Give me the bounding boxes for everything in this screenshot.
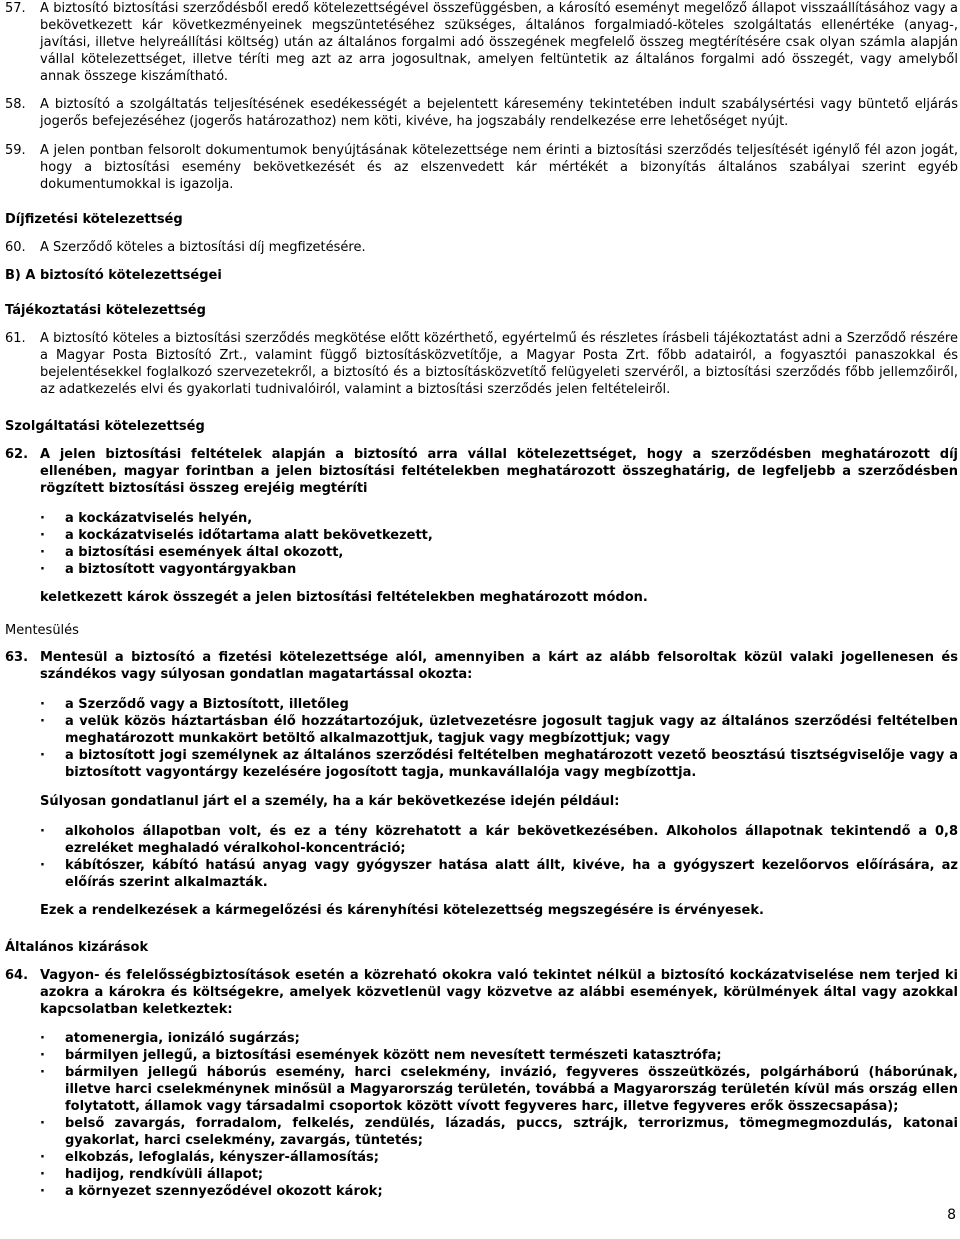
paragraph-number: 59.	[5, 143, 26, 158]
paragraph-57	[5, 0, 958, 85]
list-item: · a biztosítási események által okozott,	[40, 544, 958, 561]
paragraph-59	[5, 142, 958, 193]
paragraph-text: A biztosító biztosítási szerződésből eredő kötelezettségével összefüggésben, a károsító eseményt megelőző állapot visszaállításához vagy a bekövetkezett kár következményeinek megszüntetéséhez szükséges, általános forgalmiadó-köteles szolgáltatás ellenértéke (anyag-, javítási, illetve helyreállítási költség) után az általános forgalmi adó összegének megfelelő összeg megtérítésére csak olyan számla alapján vállal kötelezettséget, illetve téríti meg azt az arra jogosultnak, amelyen feltüntetik az általános forgalmi adó összegét, vagy amelyből annak összege kiszámítható.	[40, 1, 958, 84]
section-heading-szolgaltatasi: Szolgáltatási kötelezettség	[5, 419, 205, 434]
paragraph-text: A biztosító köteles a biztosítási szerződés megkötése előtt közérthető, egyértelmű és részletes írásbeli tájékoztatást adni a Szerződő részére a Magyar Posta Biztosító Zrt., valamint függő biztosításközvetítője, a Magyar Posta Zrt. főbb adatairól, a fogyasztói panaszokkal és bejelentésekkel foglalkozó szervezetekről, a biztosító és a biztosításközvetítő felügyeleti szervéről, a biztosítási szerződés főbb jellemzőiről, az adatkezelés elvi és gyakorlati tudnivalóiról, valamint a biztosítási szerződés jelen feltételeiről.	[40, 331, 958, 397]
bullet-list-64	[5, 1030, 958, 1200]
paragraph-number: 61.	[5, 331, 26, 346]
paragraph-text: A Szerződő köteles a biztosítási díj megfizetésére.	[40, 240, 366, 255]
list-item: · a biztosított vagyontárgyakban	[40, 561, 958, 578]
paragraph-text: A jelen pontban felsorolt dokumentumok benyújtásának kötelezettsége nem érinti a biztosítási szerződés teljesítését igénylő fél azon jogát, hogy a biztosítási esemény bekövetkezését és az elszenvedett kár mértékét a bizonyítás általános szabályai szerint egyéb dokumentumokkal is igazolja.	[40, 143, 958, 192]
bullet-list-62	[5, 510, 958, 578]
section-heading-tajekoztatasi: Tájékoztatási kötelezettség	[5, 303, 206, 318]
paragraph-63-subheading: Súlyosan gondatlanul járt el a személy, ha a kár bekövetkezése idején például:	[40, 794, 620, 809]
section-heading-dijfizetesi: Díjfizetési kötelezettség	[5, 212, 183, 227]
list-item: · alkoholos állapotban volt, és ez a tény közrehatott a kár bekövetkezésében. Alkoholos állapotnak tekintendő a 0,8 ezreléket meghaladó véralkohol-koncentráció;	[40, 823, 958, 857]
paragraph-64	[5, 967, 958, 1018]
list-item: · a Szerződő vagy a Biztosított, illetőleg	[40, 696, 958, 713]
list-item: · a kockázatviselés időtartama alatt bekövetkezett,	[40, 527, 958, 544]
bullet-list-63	[5, 696, 958, 781]
list-item: · hadijog, rendkívüli állapot;	[40, 1166, 958, 1183]
list-item: · a velük közös háztartásban élő hozzátartozójuk, üzletvezetésre jogosult tagjuk vagy az általános szerződési feltételben meghatározott munkakört betöltő alkalmazottjuk, tagjuk vagy megbízottjuk; vagy	[40, 713, 958, 747]
paragraph-63	[5, 649, 958, 683]
paragraph-63-closing: Ezek a rendelkezések a kármegelőzési és kárenyhítési kötelezettség megszegésére is érvényesek.	[40, 903, 764, 918]
paragraph-number: 64.	[5, 968, 29, 983]
list-item: · a környezet szennyeződével okozott károk;	[40, 1183, 958, 1200]
list-item: · belső zavargás, forradalom, felkelés, zendülés, lázadás, puccs, sztrájk, terrorizmus, tömegmegmozdulás, katonai gyakorlat, harci cselekmény, zavargás, tüntetés;	[40, 1115, 958, 1149]
list-item: · elkobzás, lefoglalás, kényszer-államosítás;	[40, 1149, 958, 1166]
paragraph-number: 60.	[5, 240, 26, 255]
section-heading-altalanos: Általános kizárások	[5, 940, 149, 955]
list-item: · a kockázatviselés helyén,	[40, 510, 958, 527]
paragraph-62	[5, 446, 958, 497]
paragraph-61	[5, 330, 958, 398]
paragraph-text: Mentesül a biztosító a fizetési kötelezettsége alól, amennyiben a kárt az alább felsoroltak közül valaki jogellenesen és szándékos vagy súlyosan gondatlan magatartással okozta:	[40, 650, 958, 682]
paragraph-number: 62.	[5, 447, 29, 462]
paragraph-text: Vagyon- és felelősségbiztosítások esetén a közreható okokra való tekintet nélkül a biztosító kockázatviselése nem terjed ki azokra a károkra és költségekre, amelyek közvetlenül vagy közvetve az alábbi események, körülmények által vagy azokkal kapcsolatban keletkeztek:	[40, 968, 958, 1017]
page-number: 8	[947, 1207, 956, 1223]
paragraph-text: A biztosító a szolgáltatás teljesítésének esedékességét a bejelentett káresemény tekintetében indult szabálysértési vagy büntető eljárás jogerős befejezéséhez (jogerős határozathoz) nem köti, kivéve, ha jogszabály rendelkezése erre lehetőséget nyújt.	[40, 97, 958, 129]
list-item: · kábítószer, kábító hatású anyag vagy gyógyszer hatása alatt állt, kivéve, ha a gyógyszert kezelőorvos előírására, az előírás szerint alkalmazták.	[40, 857, 958, 891]
list-item: · bármilyen jellegű háborús esemény, harci cselekmény, invázió, fegyveres összeütközés, polgárháború (háborúnak, illetve harci cselekménynek minősül a Magyarország területén, továbbá a Magyarország területén kívül más ország ellen folytatott, államok vagy társadalmi csoportok között vívott fegyveres harc, illetve fegyveres erők összecsapása);	[40, 1064, 958, 1115]
paragraph-number: 58.	[5, 97, 26, 112]
bullet-list-63-b	[5, 823, 958, 891]
list-item: · a biztosított jogi személynek az általános szerződési feltételben meghatározott vezető beosztású tisztségviselője vagy a biztosított vagyontárgy kezelésére jogosított tagja, munkavállalója vagy megbízottja.	[40, 747, 958, 781]
paragraph-58	[5, 96, 958, 130]
paragraph-60	[5, 239, 958, 256]
paragraph-number: 57.	[5, 1, 26, 16]
paragraph-text: A jelen biztosítási feltételek alapján a biztosító arra vállal kötelezettséget, hogy a szerződésben meghatározott díj ellenében, magyar forintban a jelen biztosítási feltételekben meghatározott összeghatárig, de legfeljebb a szerződésben rögzített biztosítási összeg erejéig megtéríti	[40, 447, 958, 496]
document-page	[5, 0, 958, 1200]
section-heading-mentesules: Mentesülés	[5, 623, 79, 638]
list-item: · atomenergia, ionizáló sugárzás;	[40, 1030, 958, 1047]
list-item: · bármilyen jellegű, a biztosítási események között nem nevesített természeti katasztrófa;	[40, 1047, 958, 1064]
paragraph-62-closing: keletkezett károk összegét a jelen biztosítási feltételekben meghatározott módon.	[40, 590, 648, 605]
paragraph-number: 63.	[5, 650, 29, 665]
section-heading-b: B) A biztosító kötelezettségei	[5, 268, 222, 283]
